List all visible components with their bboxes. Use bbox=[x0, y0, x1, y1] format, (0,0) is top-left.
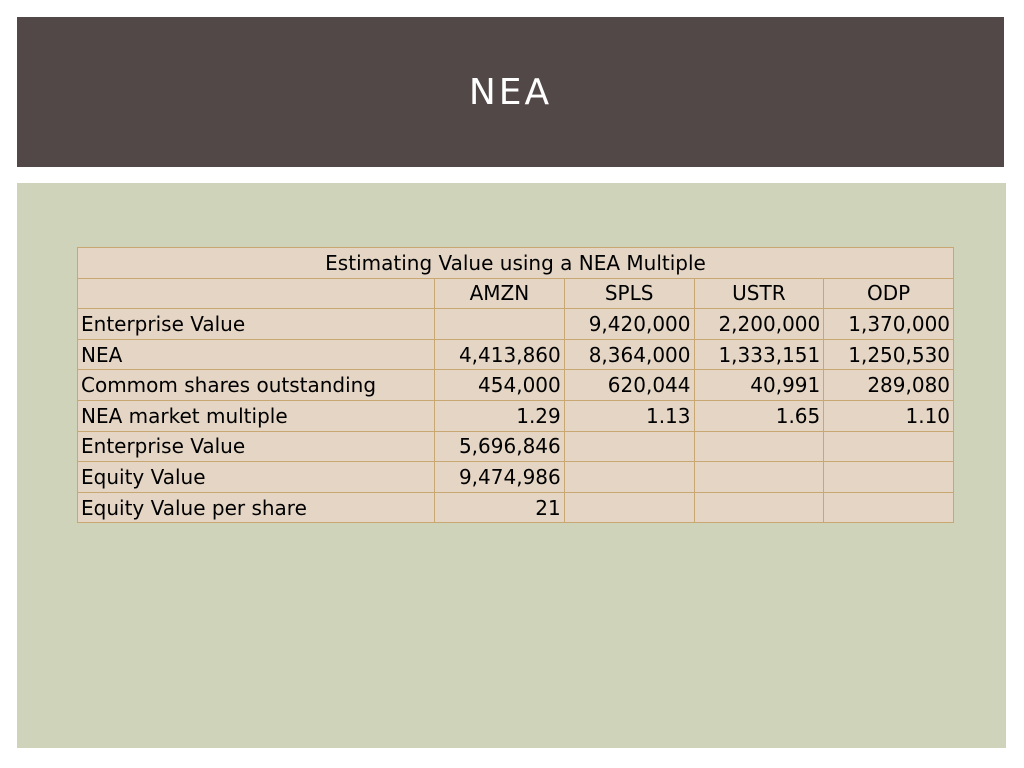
table-cell bbox=[564, 492, 694, 523]
table-row bbox=[78, 400, 954, 431]
slide-title: NEA bbox=[468, 71, 553, 113]
table-row bbox=[78, 370, 954, 401]
table-row bbox=[78, 339, 954, 370]
row-label: Enterprise Value bbox=[78, 431, 435, 462]
table-cell bbox=[694, 462, 824, 493]
table-cell: 2,200,000 bbox=[694, 309, 824, 340]
table-cell bbox=[564, 431, 694, 462]
table-cell: 620,044 bbox=[564, 370, 694, 401]
table-cell: 1,250,530 bbox=[824, 339, 954, 370]
row-label: Equity Value bbox=[78, 462, 435, 493]
table-cell bbox=[694, 431, 824, 462]
table-row bbox=[78, 462, 954, 493]
column-header-ustr: USTR bbox=[694, 278, 824, 309]
row-label: Enterprise Value bbox=[78, 309, 435, 340]
table-cell: 289,080 bbox=[824, 370, 954, 401]
header-empty-cell bbox=[78, 278, 435, 309]
table-header-row bbox=[78, 278, 954, 309]
table-cell: 4,413,860 bbox=[435, 339, 565, 370]
table-cell: 1.65 bbox=[694, 400, 824, 431]
slide-content bbox=[17, 183, 1006, 748]
table-row bbox=[78, 492, 954, 523]
table-cell bbox=[824, 462, 954, 493]
table-caption-row bbox=[78, 248, 954, 279]
table-cell: 1.29 bbox=[435, 400, 565, 431]
table-cell: 454,000 bbox=[435, 370, 565, 401]
column-header-odp: ODP bbox=[824, 278, 954, 309]
table-cell bbox=[824, 492, 954, 523]
table-cell bbox=[435, 309, 565, 340]
table-cell bbox=[564, 462, 694, 493]
table-cell: 1,333,151 bbox=[694, 339, 824, 370]
table-cell: 9,474,986 bbox=[435, 462, 565, 493]
table-cell: 1,370,000 bbox=[824, 309, 954, 340]
table-row bbox=[78, 309, 954, 340]
row-label: Commom shares outstanding bbox=[78, 370, 435, 401]
table-cell bbox=[824, 431, 954, 462]
slide-title-bar bbox=[17, 17, 1004, 167]
column-header-spls: SPLS bbox=[564, 278, 694, 309]
table-cell bbox=[694, 492, 824, 523]
row-label: NEA bbox=[78, 339, 435, 370]
table-cell: 40,991 bbox=[694, 370, 824, 401]
table-cell: 1.10 bbox=[824, 400, 954, 431]
row-label: NEA market multiple bbox=[78, 400, 435, 431]
table-cell: 21 bbox=[435, 492, 565, 523]
nea-valuation-table bbox=[77, 247, 954, 523]
column-header-amzn: AMZN bbox=[435, 278, 565, 309]
table-row bbox=[78, 431, 954, 462]
table-cell: 5,696,846 bbox=[435, 431, 565, 462]
table-caption: Estimating Value using a NEA Multiple bbox=[78, 248, 954, 279]
table-cell: 8,364,000 bbox=[564, 339, 694, 370]
table-cell: 9,420,000 bbox=[564, 309, 694, 340]
table-cell: 1.13 bbox=[564, 400, 694, 431]
row-label: Equity Value per share bbox=[78, 492, 435, 523]
